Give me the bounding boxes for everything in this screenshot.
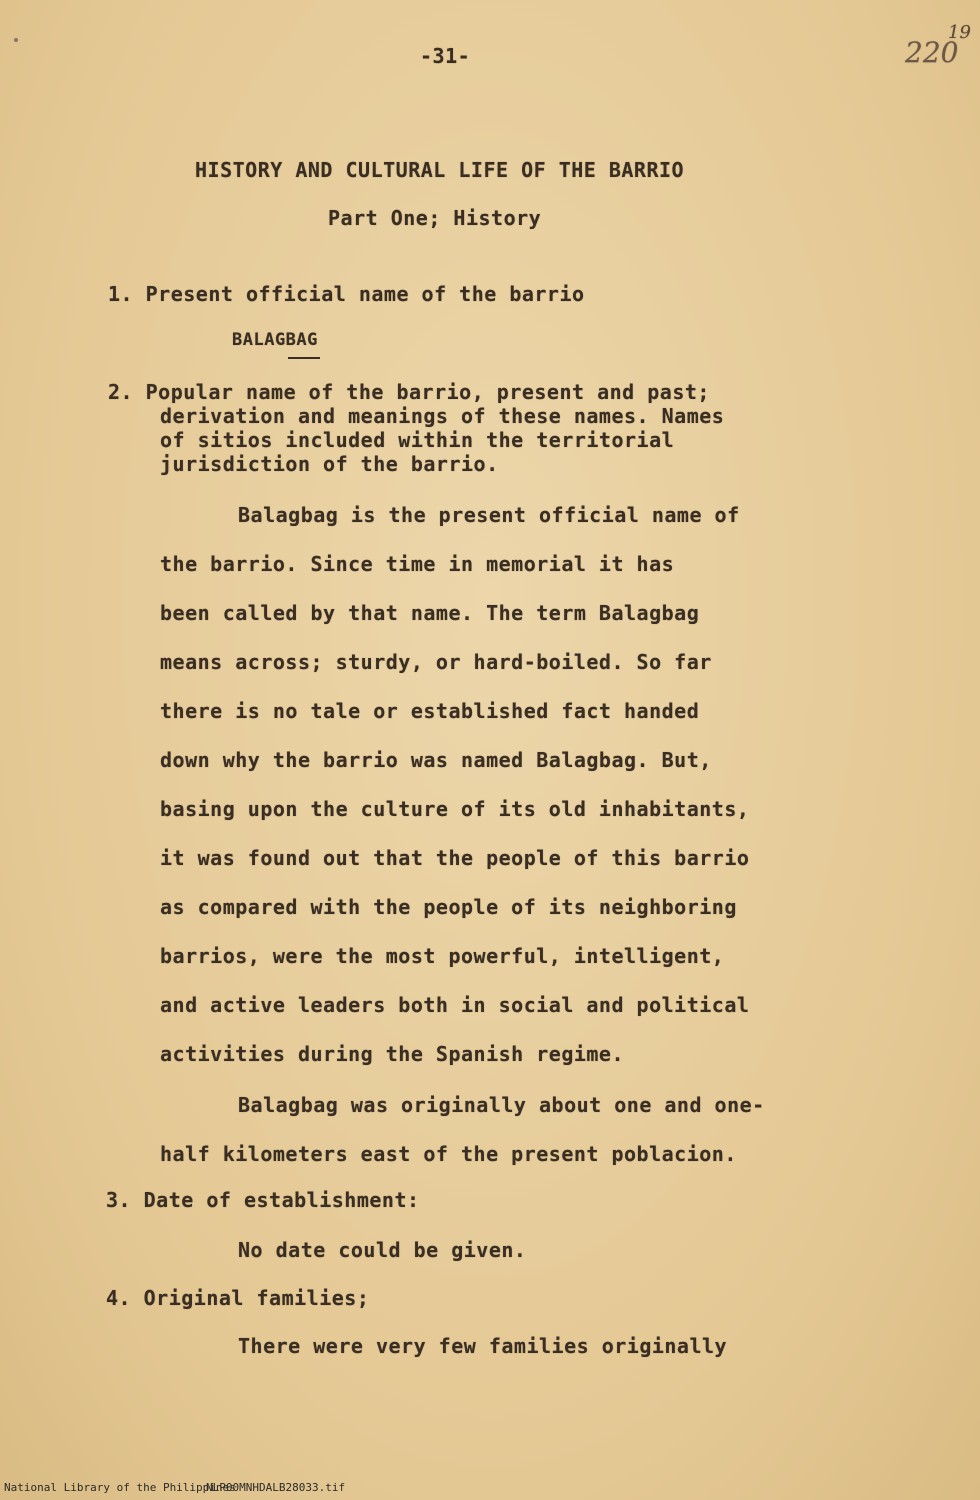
answer-2-line: activities during the Spanish regime. [160,1042,625,1066]
handwritten-page-number: 220 [905,36,959,69]
page-number: -31- [420,44,471,68]
question-4: 4. Original families; [106,1286,370,1310]
answer-2-line: and active leaders both in social and political [160,993,750,1017]
answer-2-line: means across; sturdy, or hard-boiled. So far [160,650,712,674]
footer-library-name: National Library of the Philippines [4,1481,236,1494]
question-2-line: jurisdiction of the barrio. [160,452,499,476]
footer-file-name: NLP00MNHDALB28033.tif [206,1481,346,1494]
answer-2-line: basing upon the culture of its old inhabitants, [160,797,750,821]
answer-2-line: half kilometers east of the present poblacion. [160,1142,737,1166]
answer-2-line: Balagbag is the present official name of [238,503,740,527]
answer-2-line: barrios, were the most powerful, intelligent, [160,944,725,968]
answer-3: No date could be given. [238,1238,527,1262]
question-3: 3. Date of establishment: [106,1188,420,1212]
document-title: HISTORY AND CULTURAL LIFE OF THE BARRIO [195,158,685,182]
answer-2-line: down why the barrio was named Balagbag. But, [160,748,712,772]
handwritten-corner-number: 19 [948,22,971,43]
answer-underline [288,357,320,359]
question-2-line: derivation and meanings of these names. Names [160,404,725,428]
answer-1: BALAGBAG [232,330,318,350]
question-2-line: of sitios included within the territorial [160,428,675,452]
question-2-line: 2. Popular name of the barrio, present and past; [108,380,710,404]
answer-2-line: as compared with the people of its neighboring [160,895,737,919]
speck-mark [14,38,18,42]
answer-2-line: Balagbag was originally about one and one- [238,1093,765,1117]
answer-2-line: the barrio. Since time in memorial it has [160,552,675,576]
answer-2-line: it was found out that the people of this barrio [160,846,750,870]
question-1: 1. Present official name of the barrio [108,282,585,306]
document-subtitle: Part One; History [328,206,542,230]
answer-2-line: been called by that name. The term Balagbag [160,601,700,625]
answer-2-line: there is no tale or established fact handed [160,699,700,723]
answer-4: There were very few families originally [238,1334,728,1358]
